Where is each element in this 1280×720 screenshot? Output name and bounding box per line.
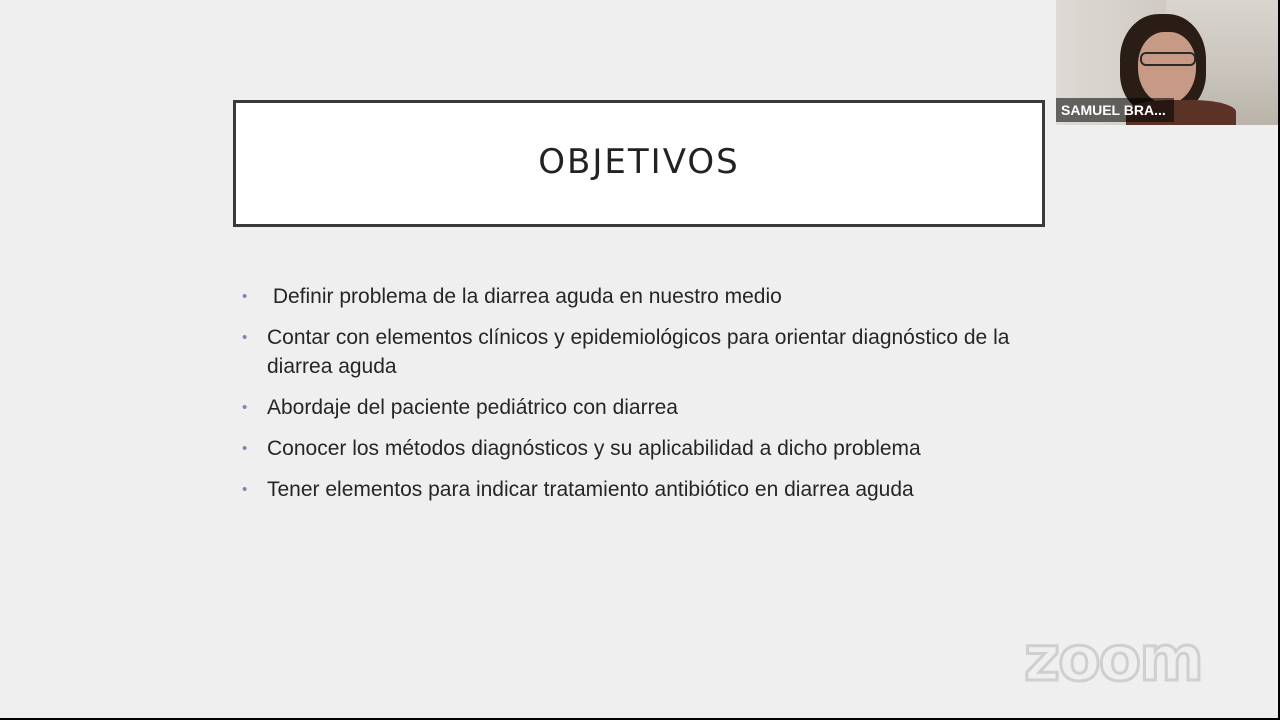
participant-glasses	[1140, 52, 1196, 66]
list-item-text: Tener elementos para indicar tratamiento antibiótico en diarrea aguda	[267, 478, 914, 501]
list-item-text: Definir problema de la diarrea aguda en nuestro medio	[267, 285, 782, 308]
list-item	[242, 434, 1042, 463]
list-item-text: Contar con elementos clínicos y epidemiológicos para orientar diagnóstico de la diarrea aguda	[267, 326, 1010, 378]
participant-face	[1138, 32, 1196, 104]
list-item-text: Conocer los métodos diagnósticos y su aplicabilidad a dicho problema	[267, 437, 921, 460]
title-box	[233, 100, 1045, 227]
list-item	[242, 475, 1042, 504]
zoom-logo-watermark: zoom	[1024, 622, 1202, 695]
bullet-icon: •	[242, 288, 248, 305]
bullet-icon: •	[242, 329, 248, 346]
participant-video-tile[interactable]	[1056, 0, 1278, 125]
list-item-text: Abordaje del paciente pediátrico con diarrea	[267, 396, 678, 419]
objectives-list	[242, 282, 1042, 516]
list-item	[242, 323, 1042, 381]
bullet-icon: •	[242, 481, 248, 498]
participant-name-label: SAMUEL BRA...	[1056, 98, 1174, 122]
bullet-icon: •	[242, 399, 248, 416]
list-item	[242, 393, 1042, 422]
bullet-icon: •	[242, 440, 248, 457]
list-item	[242, 282, 1042, 311]
slide-title: OBJETIVOS	[538, 141, 740, 182]
